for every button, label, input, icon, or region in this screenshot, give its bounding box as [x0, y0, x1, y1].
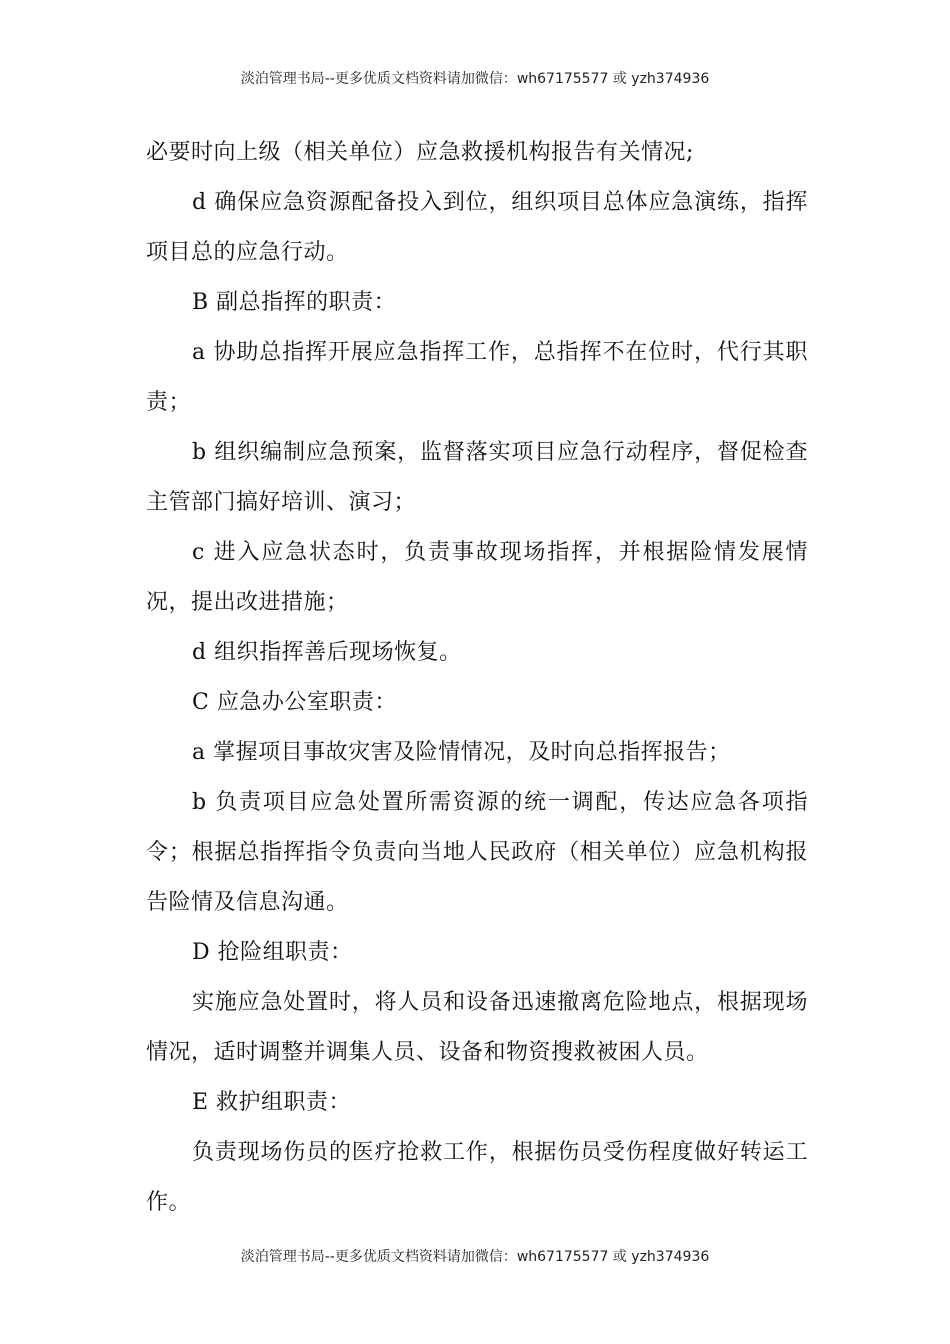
paragraph-12: 实施应急处置时，将人员和设备迅速撤离危险地点，根据现场情况，适时调整并调集人员、设备和物资搜救被困人员。	[146, 990, 808, 1065]
section-heading-d: D 抢险组职责：	[192, 940, 353, 965]
document-body	[146, 128, 808, 1228]
paragraph-1: 必要时向上级（相关单位）应急救援机构报告有关情况;	[146, 140, 694, 165]
section-heading-b: B 副总指挥的职责：	[192, 290, 397, 315]
paragraph-14: 负责现场伤员的医疗抢救工作，根据伤员受伤程度做好转运工作。	[146, 1140, 808, 1215]
section-heading-e: E 救护组职责：	[192, 1090, 352, 1115]
paragraph-6: c 进入应急状态时，负责事故现场指挥，并根据险情发展情况，提出改进措施；	[146, 540, 808, 615]
paragraph-7: d 组织指挥善后现场恢复。	[192, 640, 462, 665]
paragraph-2: d 确保应急资源配备投入到位，组织项目总体应急演练，指挥项目总的应急行动。	[146, 190, 808, 265]
page-header: 淡泊管理书局--更多优质文档资料请加微信：wh67175577 或 yzh374936	[240, 71, 710, 87]
section-heading-c: C 应急办公室职责：	[192, 690, 397, 715]
paragraph-9: a 掌握项目事故灾害及险情情况，及时向总指挥报告；	[192, 740, 731, 765]
paragraph-5: b 组织编制应急预案，监督落实项目应急行动程序，督促检查主管部门搞好培训、演习；	[146, 440, 808, 515]
page-footer: 淡泊管理书局--更多优质文档资料请加微信：wh67175577 或 yzh374936	[240, 1249, 710, 1265]
paragraph-10: b 负责项目应急处置所需资源的统一调配，传达应急各项指令；根据总指挥指令负责向当地人民政府（相关单位）应急机构报告险情及信息沟通。	[146, 790, 808, 915]
paragraph-4: a 协助总指挥开展应急指挥工作，总指挥不在位时，代行其职责；	[146, 340, 808, 415]
